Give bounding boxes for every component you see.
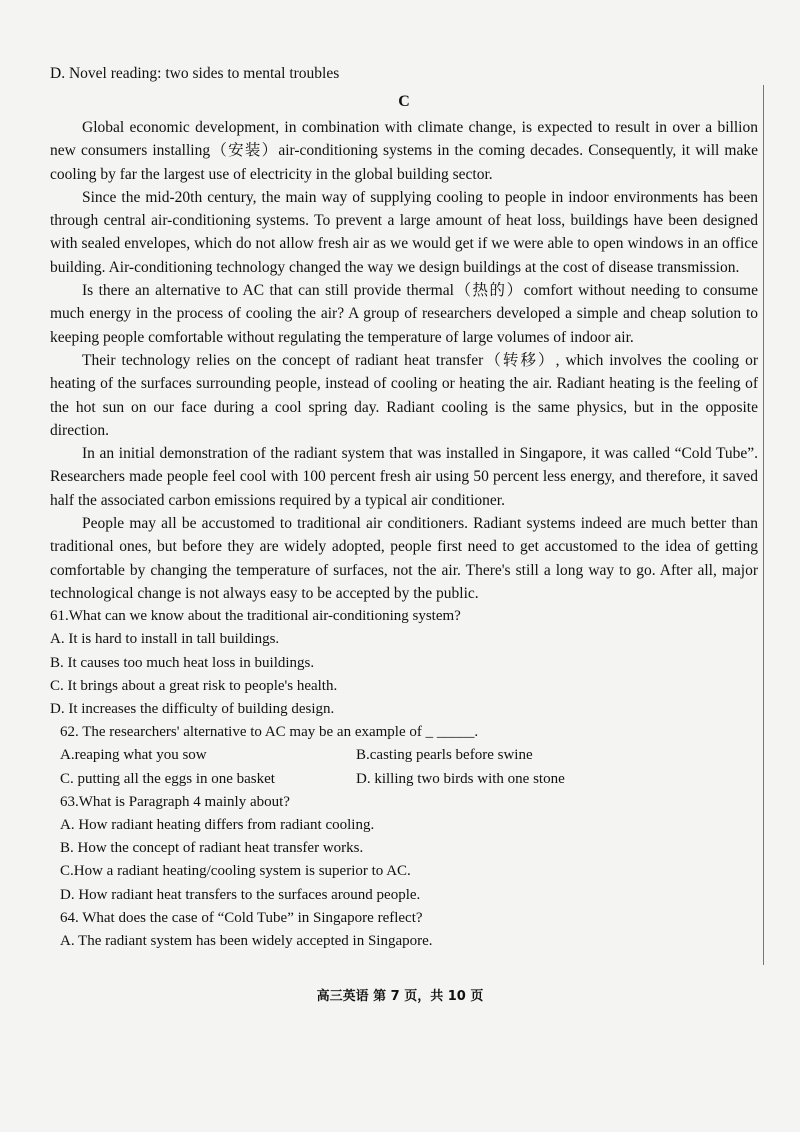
option-b: B.casting pearls before swine: [356, 747, 533, 764]
option-a: A. How radiant heating differs from radiant cooling.: [60, 817, 375, 834]
margin-line: [763, 85, 764, 965]
question-62: [50, 721, 758, 791]
section-heading: C: [398, 93, 410, 110]
question-63: [50, 791, 758, 907]
option-c: C.How a radiant heating/cooling system is superior to AC.: [60, 863, 411, 880]
question-64: [50, 907, 758, 953]
passage-paragraph-4: Their technology relies on the concept of radiant heat transfer（转移）, which involves the cooling or heating of the surfaces surrounding people, instead of cooling or heating the air. Radiant heating is the feeling of the hot sun on our face during a cool spring day. Radiant cooling is the same physics, but in the opposite direction.: [50, 351, 758, 439]
option-d: D. It increases the difficulty of building design.: [50, 701, 335, 718]
option-a: A. The radiant system has been widely accepted in Singapore.: [60, 933, 433, 950]
option-a: A. It is hard to install in tall buildings.: [50, 631, 280, 648]
question-stem: 63.What is Paragraph 4 mainly about?: [60, 793, 290, 810]
previous-question-option-d: D. Novel reading: two sides to mental troubles: [50, 65, 340, 82]
passage-paragraph-2: Since the mid-20th century, the main way of supplying cooling to people in indoor environments has been through central air-conditioning systems. To prevent a large amount of heat loss, buildings have been designed with sealed envelopes, which do not allow fresh air as we would get if we were able to open windows in an office building. Air-conditioning technology changed the way we design buildings at the cost of disease transmission.: [50, 188, 758, 276]
question-stem: 64. What does the case of “Cold Tube” in Singapore reflect?: [60, 909, 423, 926]
passage-paragraph-6: People may all be accustomed to traditional air conditioners. Radiant systems indeed are much better than traditional ones, but before they are widely adopted, people first need to get accustomed to the idea of getting comfortable by changing the temperature of surfaces, not the air. There's still a long way to go. After all, major technological change is not always easy to be accepted by the public.: [50, 515, 758, 602]
option-a: A.reaping what you sow: [60, 747, 207, 764]
question-stem: 61.What can we know about the traditional air-conditioning system?: [50, 608, 461, 625]
passage-paragraph-1: Global economic development, in combination with climate change, is expected to result in over a billion new consumers installing（安装）air-conditioning systems in the coming decades. Consequently, it will make cooling by far the largest use of electricity in the global building sector.: [50, 119, 758, 183]
option-row: [50, 744, 758, 767]
option-b: B. How the concept of radiant heat transfer works.: [60, 840, 364, 857]
option-d: D. killing two birds with one stone: [356, 770, 565, 787]
option-b: B. It causes too much heat loss in buildings.: [50, 654, 315, 671]
option-d: D. How radiant heat transfers to the surfaces around people.: [60, 886, 421, 903]
passage-paragraph-5: In an initial demonstration of the radiant system that was installed in Singapore, it was called “Cold Tube”. Researchers made people feel cool with 100 percent fresh air using 50 percent less energy, and therefore, it saved half the associated carbon emissions required by a typical air conditioner.: [50, 445, 758, 509]
option-c: C. putting all the eggs in one basket: [60, 770, 275, 787]
question-stem: 62. The researchers' alternative to AC may be an example of _ _____.: [60, 724, 479, 741]
option-row: [50, 768, 758, 791]
reading-passage: [50, 116, 758, 605]
passage-paragraph-3: Is there an alternative to AC that can still provide thermal（热的）comfort without needing to consume much energy in the process of cooling the air? A group of researchers developed a simple and cheap solution to keeping people comfortable without regulating the temperature of large volumes of indoor air.: [50, 282, 758, 346]
question-61: [50, 605, 758, 721]
exam-page: [50, 62, 758, 953]
option-c: C. It brings about a great risk to people's health.: [50, 677, 338, 694]
page-footer: 高三英语 第 7 页，共 10 页: [316, 989, 484, 1004]
